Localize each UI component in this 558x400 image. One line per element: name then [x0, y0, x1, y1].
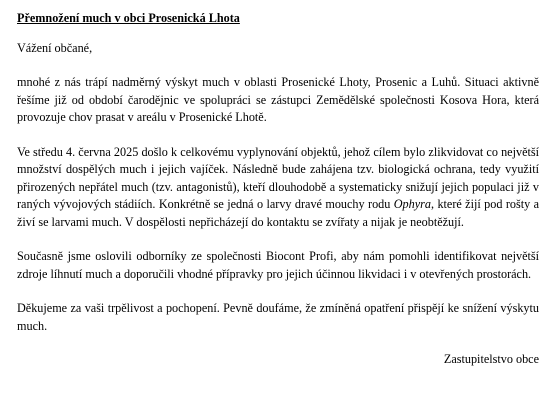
- paragraph-measures-text: Ve středu 4. června 2025 došlo k celkovému vyplynování objektů, jehož cílem bylo zlikvidovat co největší množství dospělých much i jejich vajíček. Následně bude zahájena tzv. biologická ochrana, tedy využití přirozených nepřátel much (tzv. antagonistů), kteří dlouhodobě a systematicky snižují jejich populaci již v raných vývojových stádiích. Konkrétně se jedná o larvy dravé mouchy rodu: [17, 144, 539, 211]
- paragraph-experts: Současně jsme oslovili odborníky ze společnosti Biocont Profi, aby nám pomohli identifikovat největší zdroje líhnutí much a doporučili vhodné přípravky pro jejich účinnou likvidaci i v otevřených prostorách.: [17, 249, 539, 281]
- signature: Zastupitelstvo obce: [443, 352, 539, 366]
- paragraph-situation: mnohé z nás trápí nadměrný výskyt much v oblasti Prosenické Lhoty, Prosenic a Luhů. Situaci aktivně řešíme již od období čarodějnic ve spolupráci se zástupci Zemědělské společnosti Kosova Hora, která provozuje chov prasat v areálu v Prosenické Lhotě.: [17, 75, 539, 124]
- greeting: Vážení občané,: [17, 40, 93, 55]
- paragraph-measures-tail: , které žijí pod rošty a živí se larvami much. V dospělosti nepřicházejí do kontaktu se zvířaty a nijak je neobtěžují.: [17, 197, 539, 229]
- notice-document: [17, 10, 539, 369]
- paragraph-measures: [17, 144, 539, 232]
- paragraph-thanks: Děkujeme za vaši trpělivost a pochopení. Pevně doufáme, že zmíněná opatření přispějí ke snížení výskytu much.: [17, 301, 539, 333]
- genus-name: Ophyra: [393, 197, 431, 211]
- notice-title: Přemnožení much v obci Prosenická Lhota: [17, 11, 240, 25]
